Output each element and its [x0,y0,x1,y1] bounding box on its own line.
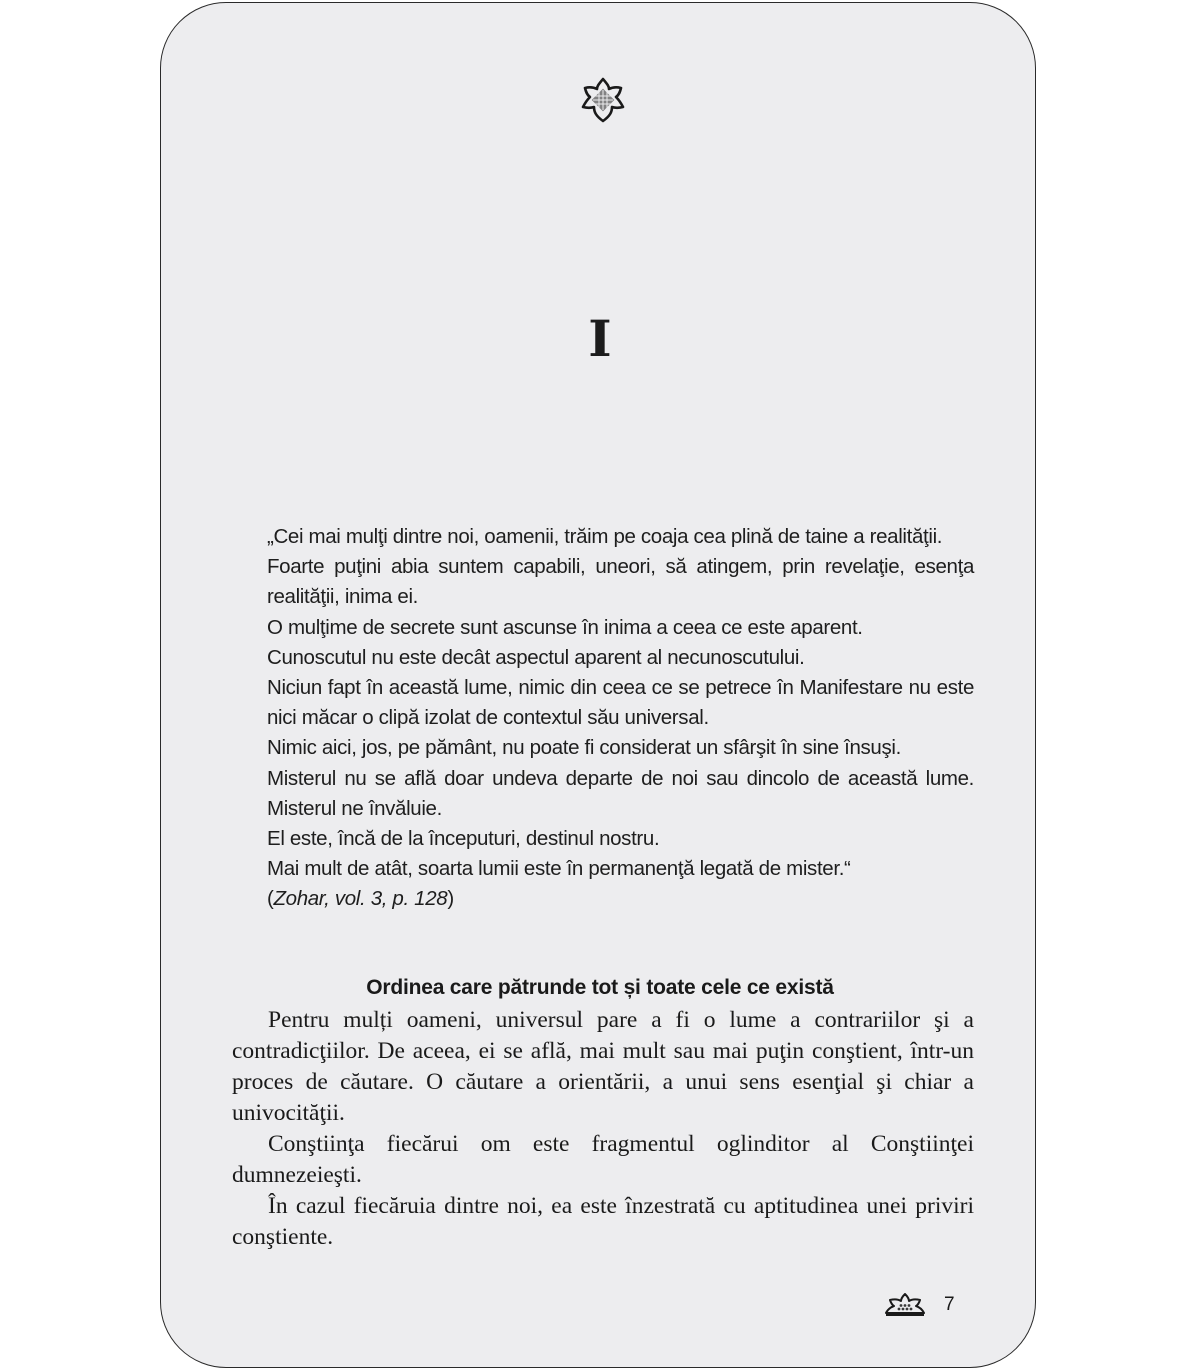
quote-line: Cunoscutul nu este decât aspectul aparent al necunoscutului. [267,645,805,669]
quote-line: O mulţime de secrete sunt ascunse în inima a ceea ce este aparent. [267,615,863,639]
page-footer [884,1290,955,1320]
paragraph: Conştiinţa fiecărui om este fragmentul oglinditor al Conştiinţei dumnezeieşti. [232,1131,974,1188]
epigraph-quote [267,522,974,915]
section-title: Ordinea care pătrunde tot și toate cele ce există [366,976,834,999]
quote-source-title: Zohar, vol. 3, p. 128 [273,887,448,911]
quote-line: Foarte puţini abia suntem capabili, uneori, să atingem, prin revelaţie, esenţa realităţii, inima ei. [267,555,974,609]
quote-line: „Cei mai mulţi dintre noi, oamenii, trăim pe coaja cea plină de taine a realităţii. [267,525,943,548]
quote-line: El este, încă de la începuturi, destinul nostru. [267,827,660,851]
chapter-numeral: I [588,309,612,368]
quote-line: Misterul nu se află doar undeva departe de noi sau dincolo de această lume. Misterul ne învăluie. [267,766,974,820]
paragraph: Pentru mulți oameni, universul pare a fi o lume a contrariilor şi a contradicţiilor. De aceea, ei se află, mai mult sau mai puţin conştient, într-un proces de căutare. O căutare a orientării, a unui sens esenţial şi chiar a univocităţii. [232,1007,974,1126]
quote-line: Niciun fapt în această lume, nimic din ceea ce se petrece în Manifestare nu este nici măcar o clipă izolat de contextul său universal. [267,676,974,730]
body-text [232,1005,974,1253]
page-number: 7 [944,1294,955,1315]
lotus-mandala-icon [579,76,627,124]
quote-line: Nimic aici, jos, pe pământ, nu poate fi considerat un sfârşit în sine însuşi. [267,736,901,760]
paragraph: În cazul fiecăruia dintre noi, ea este înzestrată cu aptitudinea unei priviri conştiente. [232,1193,974,1250]
quote-line: Mai mult de atât, soarta lumii este în permanenţă legată de mister.“ [267,857,851,881]
quote-source: (Zohar, vol. 3, p. 128) [267,887,454,911]
lotus-crown-icon [884,1292,926,1318]
